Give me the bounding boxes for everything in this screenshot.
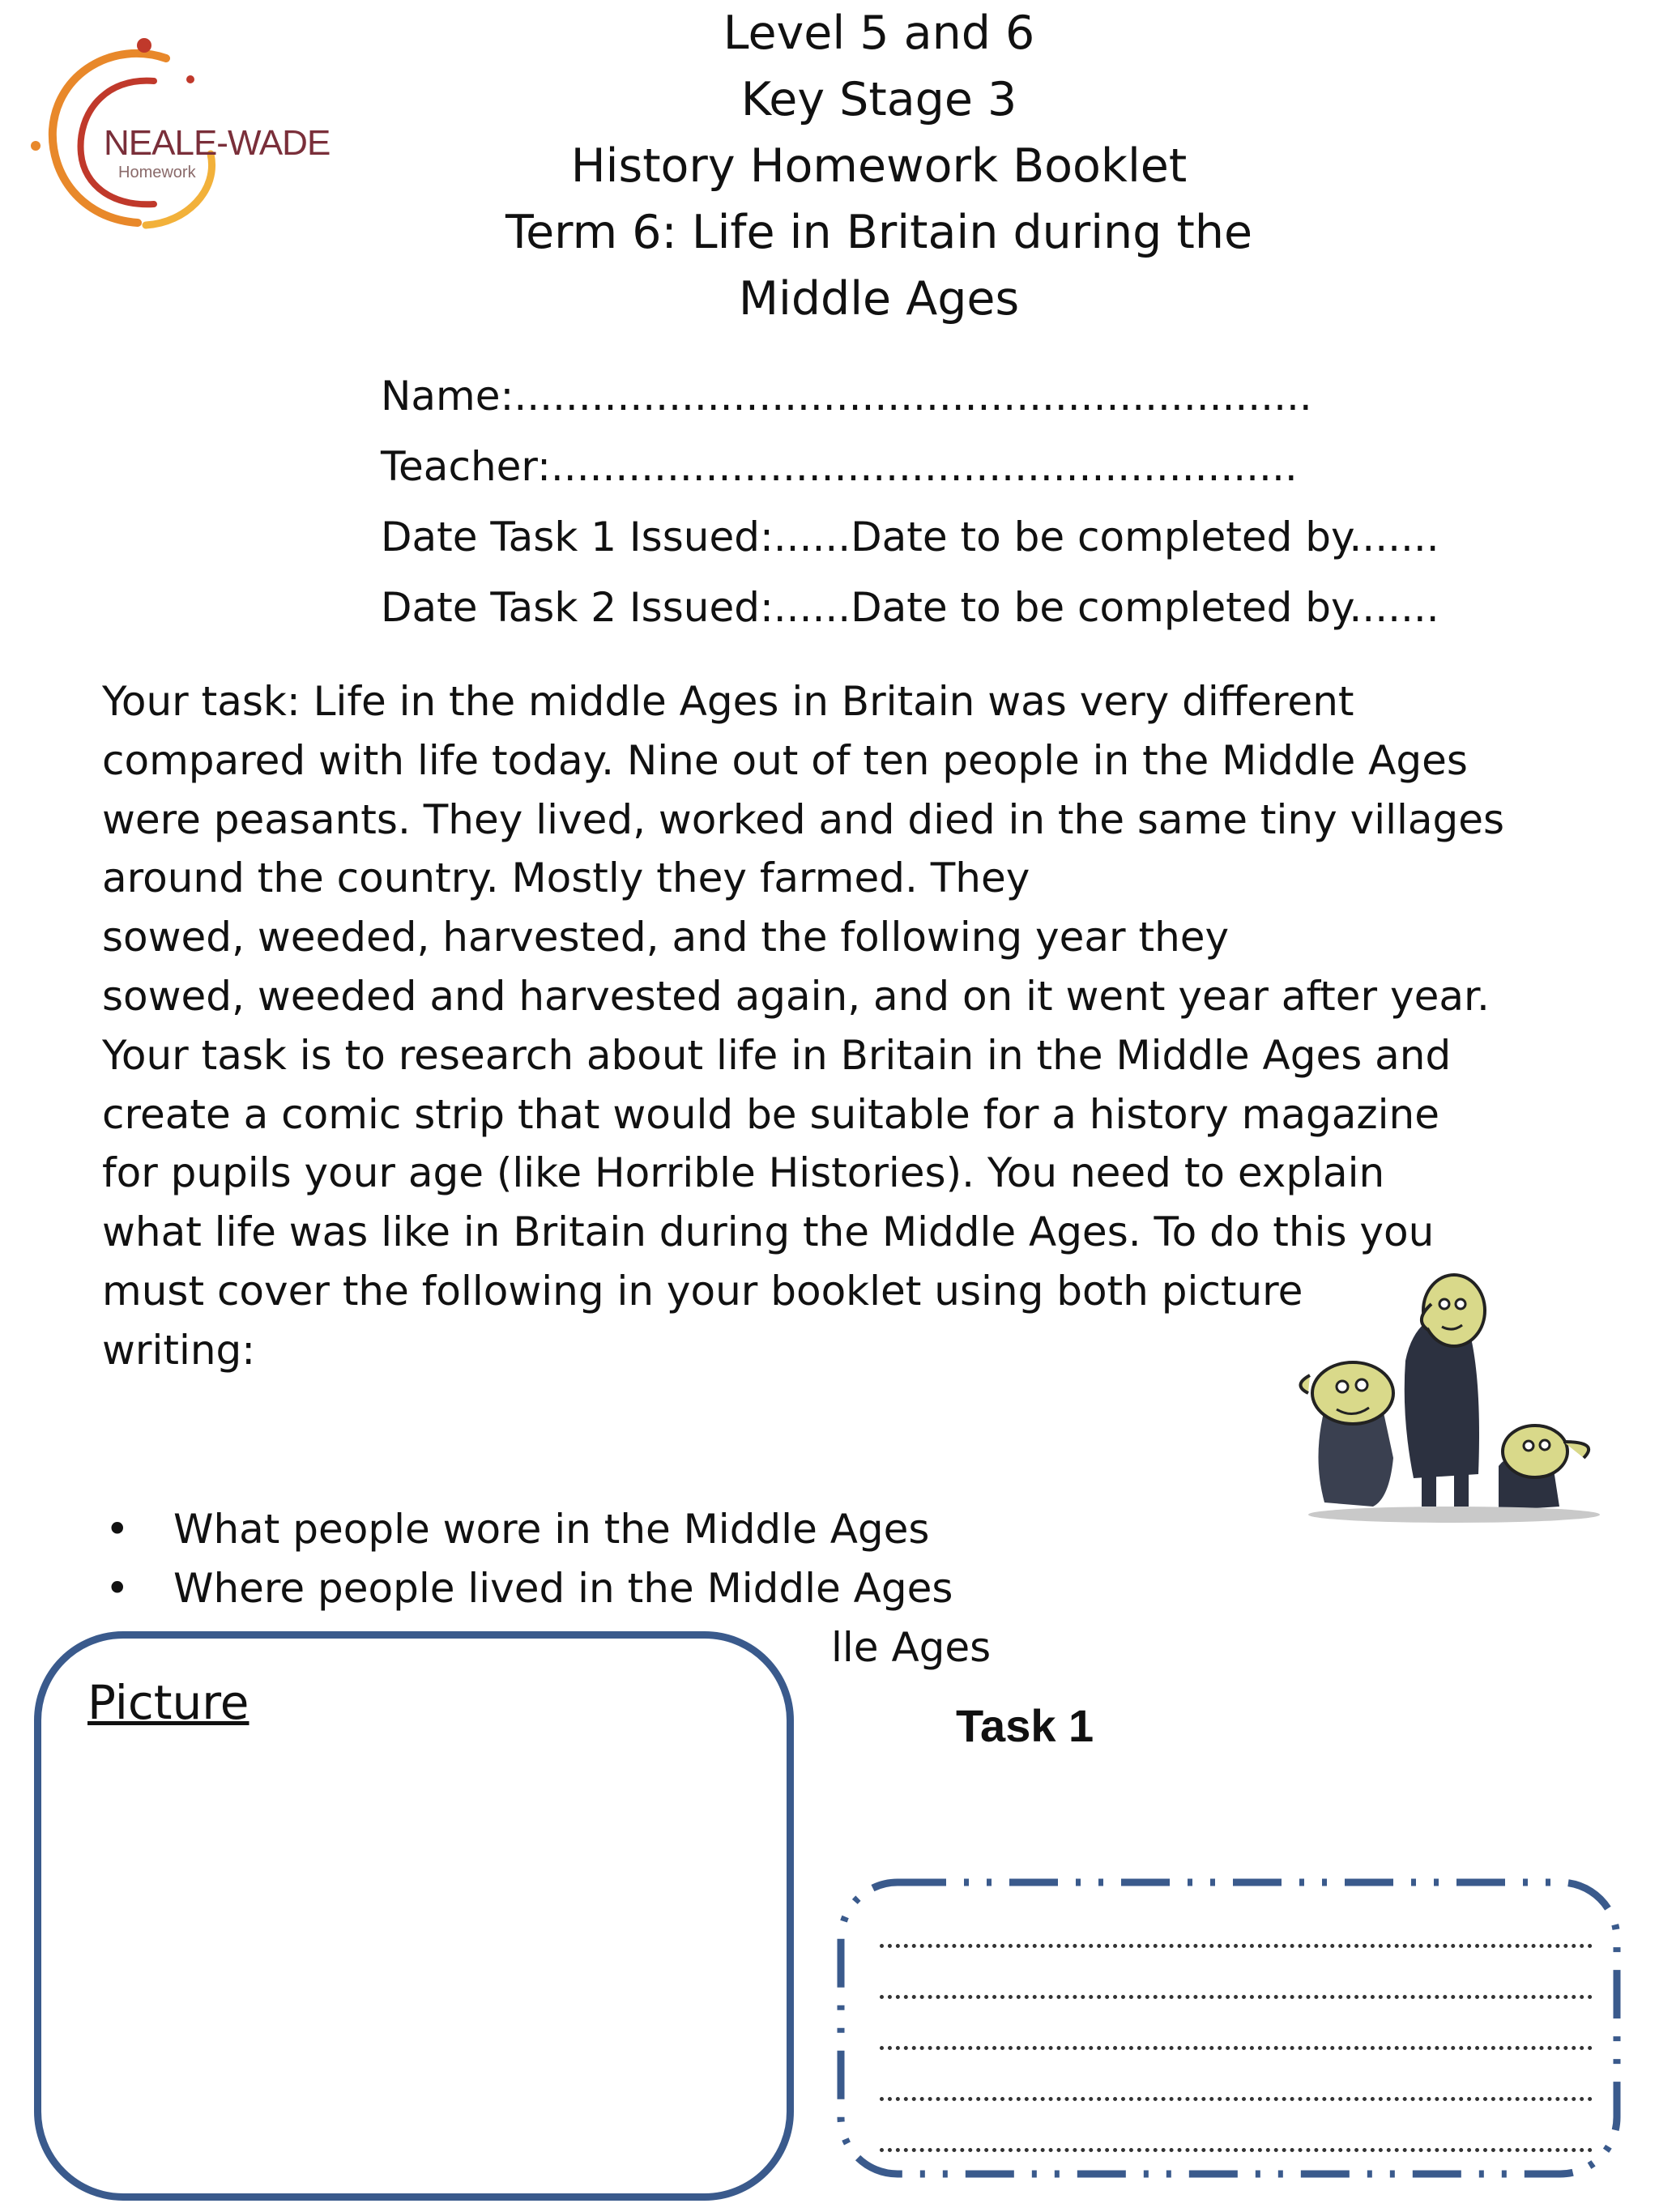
title-line-term: Term 6: Life in Britain during the — [505, 206, 1253, 259]
logo-subtitle: Homework — [118, 164, 196, 181]
writing-line[interactable] — [880, 1995, 1593, 1999]
task-text-line: Your task: Life in the middle Ages in Britain was very different — [102, 678, 1354, 725]
name-field[interactable]: Name:.............................................................. — [381, 373, 1312, 420]
writing-line[interactable] — [880, 1944, 1593, 1948]
picture-label: Picture — [87, 1675, 249, 1730]
task-text-line: writing: — [102, 1326, 256, 1374]
dash-dot-border — [836, 1877, 1622, 2179]
task-text-line: create a comic strip that would be suitable for a history magazine — [102, 1090, 1439, 1138]
task1-heading: Task 1 — [956, 1700, 1094, 1751]
logo-name: NEALE-WADE — [104, 123, 331, 163]
task-text-line: were peasants. They lived, worked and died in the same tiny villages — [102, 795, 1505, 843]
list-item-partially-hidden: lle Ages — [831, 1624, 992, 1671]
bullet-list — [102, 1500, 1155, 1671]
task-text-line: sowed, weeded and harvested again, and on it went year after year. — [102, 972, 1490, 1020]
student-info — [381, 361, 1515, 643]
writing-box[interactable] — [836, 1877, 1622, 2179]
title-line-booklet: History Homework Booklet — [570, 139, 1188, 193]
task-text-line: what life was like in Britain during the Middle Ages. To do this you — [102, 1208, 1435, 1256]
page-title — [421, 0, 1337, 332]
bullet-icon: • — [105, 1565, 130, 1612]
task-text-line: around the country. Mostly they farmed. They — [102, 855, 1030, 902]
bullet-icon: • — [105, 1506, 130, 1553]
bullet-text: Where people lived in the Middle Ages — [173, 1565, 953, 1612]
list-item — [102, 1559, 1155, 1618]
task-text-line: for pupils your age (like Horrible Histories). You need to explain — [102, 1149, 1385, 1197]
task-text-line: sowed, weeded, harvested, and the following year they — [102, 914, 1230, 961]
task1-dates-field[interactable]: Date Task 1 Issued:......Date to be completed by....... — [381, 514, 1439, 560]
teacher-field[interactable]: Teacher:.......................................................... — [381, 443, 1298, 490]
bullet-text: What people wore in the Middle Ages — [173, 1506, 930, 1553]
writing-line[interactable] — [880, 2148, 1593, 2152]
school-logo — [24, 32, 340, 235]
title-line-level: Level 5 and 6 — [723, 6, 1035, 60]
writing-line[interactable] — [880, 2097, 1593, 2101]
task-text-line: compared with life today. Nine out of ten people in the Middle Ages — [102, 736, 1468, 784]
title-line-middle-ages: Middle Ages — [738, 272, 1020, 326]
task-text-line: must cover the following in your booklet using both picture — [102, 1267, 1303, 1315]
title-line-key-stage: Key Stage 3 — [740, 73, 1017, 126]
list-item — [102, 1500, 1155, 1559]
writing-line[interactable] — [880, 2046, 1593, 2050]
task-text-line: Your task is to research about life in Britain in the Middle Ages and — [102, 1031, 1452, 1079]
task2-dates-field[interactable]: Date Task 2 Issued:......Date to be completed by....... — [381, 584, 1439, 631]
peasants-cartoon-image — [1292, 1272, 1612, 1531]
